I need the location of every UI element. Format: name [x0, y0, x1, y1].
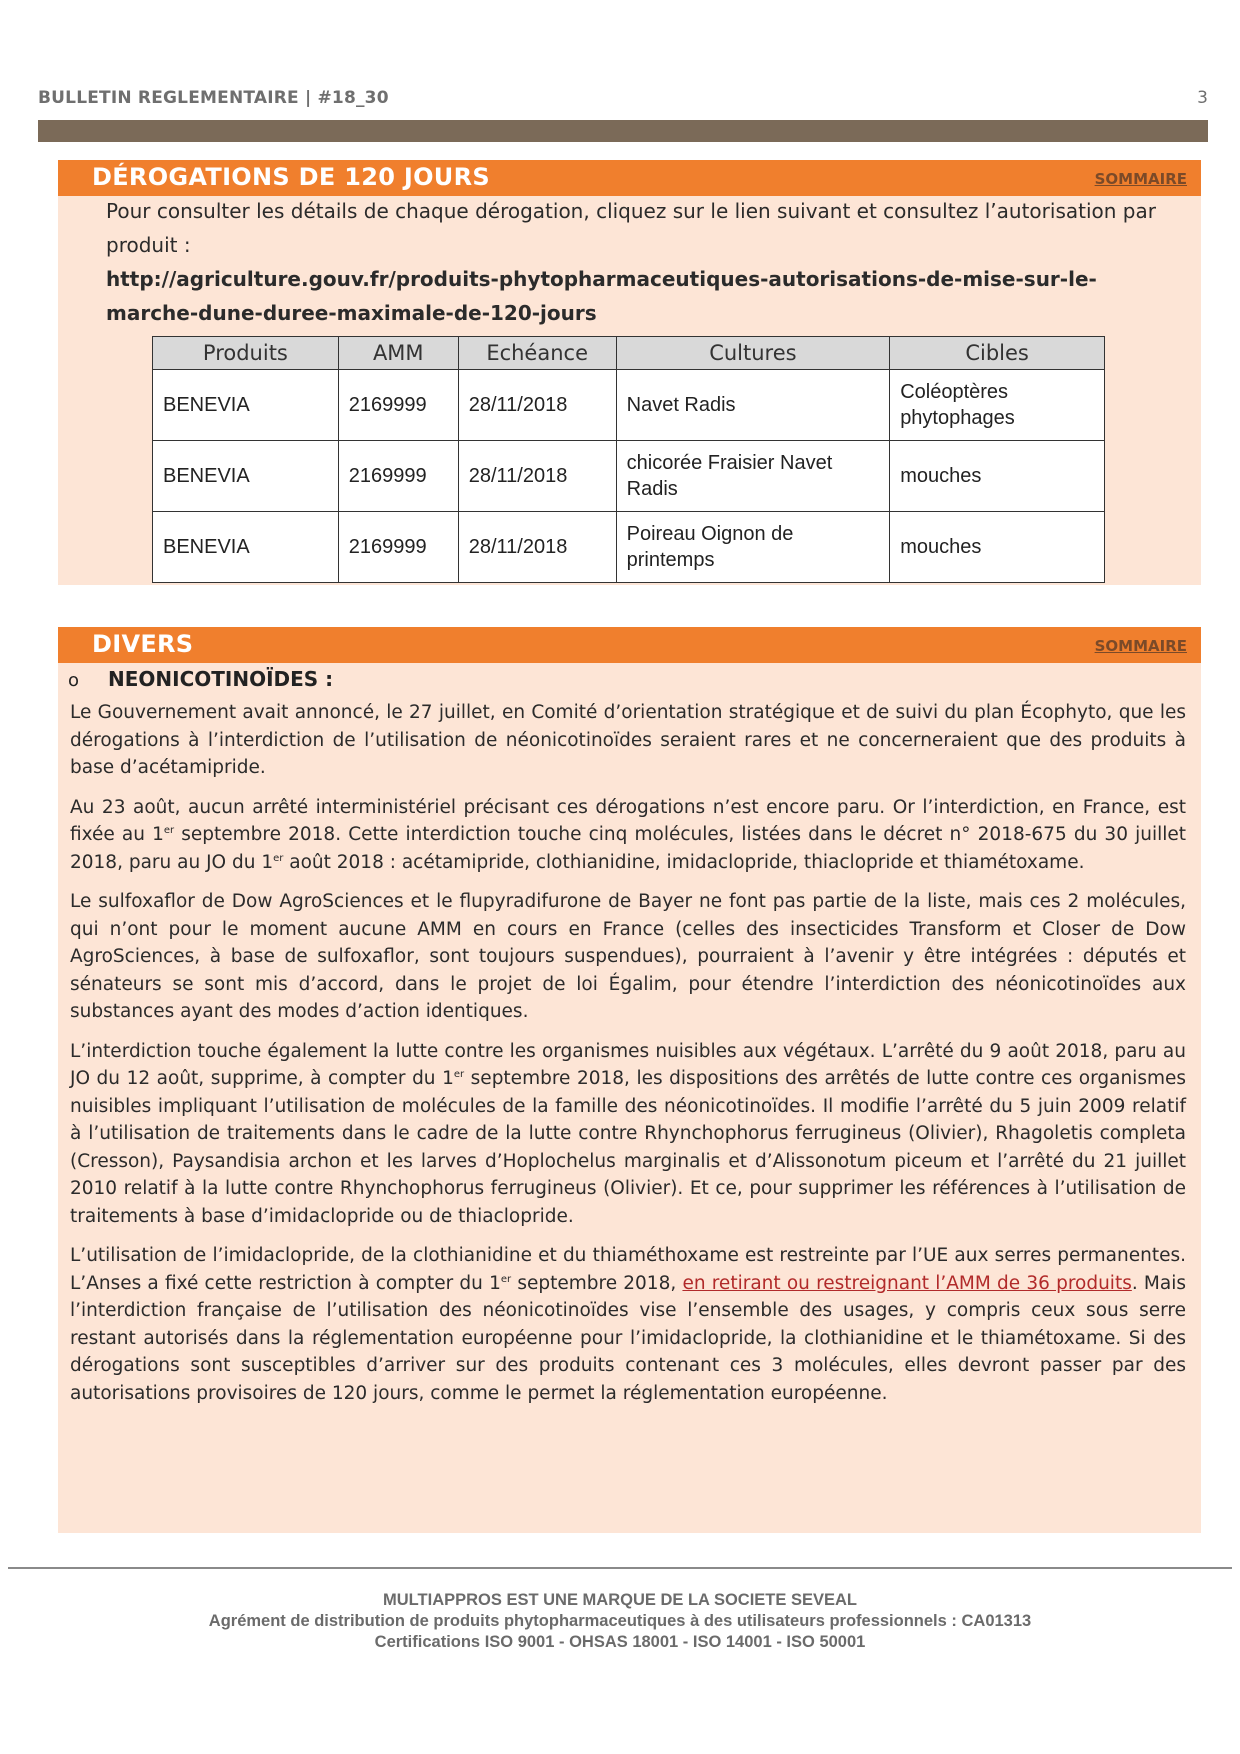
- cell-amm: 2169999: [338, 512, 458, 583]
- table-row: [153, 512, 1105, 583]
- cell-echeance: 28/11/2018: [458, 441, 616, 512]
- amm-link[interactable]: en retirant ou restreignant l’AMM de 36 produits: [682, 1272, 1132, 1294]
- cell-cultures: chicorée Fraisier Navet Radis: [616, 441, 890, 512]
- footer-rule: [8, 1567, 1232, 1569]
- table-header-row: [153, 337, 1105, 370]
- paragraph: Le sulfoxaflor de Dow AgroSciences et le flupyradifurone de Bayer ne font pas partie de la liste, mais ces 2 molécules, qui n’ont pour le moment aucune AMM en cours en France (celles des insecticides Transform et Closer de Dow AgroSciences, à base de sulfoxaflor, sont toujours suspendues), pourraient à l’avenir y être intégrées : députés et sénateurs se sont mis d’accord, dans le projet de loi Égalim, pour étendre l’interdiction des néonicotinoïdes aux substances ayant des modes d’action identiques.: [70, 891, 1186, 1022]
- col-header: AMM: [338, 337, 458, 370]
- neonicotinoides-heading: [68, 667, 333, 691]
- intro-text: Pour consulter les détails de chaque dérogation, cliquez sur le lien suivant et consultez l’autorisation par produit :: [106, 199, 1156, 257]
- page-header: [38, 88, 1208, 116]
- table-row: [153, 370, 1105, 441]
- sommaire-link[interactable]: SOMMAIRE: [1094, 170, 1187, 188]
- cell-echeance: 28/11/2018: [458, 370, 616, 441]
- paragraph: Le Gouvernement avait annoncé, le 27 juillet, en Comité d’orientation stratégique et de suivi du plan Écophyto, que les dérogations à l’interdiction de l’utilisation de néonicotinoïdes seraient rares et ne concerneraient que des produits à base d’acétamipride.: [70, 702, 1186, 778]
- subtitle: NEONICOTINOÏDES :: [108, 667, 334, 691]
- cell-amm: 2169999: [338, 441, 458, 512]
- bulletin-title: BULLETIN REGLEMENTAIRE | #18_30: [38, 88, 389, 108]
- page-number: 3: [1197, 88, 1208, 108]
- derogations-table: [152, 336, 1105, 583]
- col-header: Cibles: [890, 337, 1105, 370]
- footer-line: MULTIAPPROS EST UNE MARQUE DE LA SOCIETE SEVEAL: [383, 1591, 857, 1609]
- cell-amm: 2169999: [338, 370, 458, 441]
- col-header: Echéance: [458, 337, 616, 370]
- section-bar: [58, 627, 1201, 663]
- cell-cultures: Poireau Oignon de printemps: [616, 512, 890, 583]
- section-title: DIVERS: [92, 630, 194, 658]
- sommaire-link[interactable]: SOMMAIRE: [1094, 637, 1187, 655]
- cell-produit: BENEVIA: [153, 512, 339, 583]
- table-row: [153, 441, 1105, 512]
- cell-produit: BENEVIA: [153, 370, 339, 441]
- bullet-icon: o: [68, 670, 80, 691]
- col-header: Cultures: [616, 337, 890, 370]
- header-rule: [38, 120, 1208, 142]
- section-bar: [58, 160, 1201, 196]
- paragraph: L’utilisation de l’imidaclopride, de la clothianidine et du thiaméthoxame est restreinte par l’UE aux serres permanentes. L’Anses a fixé cette restriction à compter du 1er septembre 2018, en retirant ou restreignant l’AMM de 36 produits. Mais l’interdiction française de l’utilisation des néonicotinoïdes vise l’ensemble des usages, y compris ceux sous serre restant autorisés dans la réglementation européenne pour l’imidaclopride, la clothianidine et le thiamétoxame. Si des dérogations sont susceptibles d’arriver sur des produits contenant ces 3 molécules, elles devront passer par des autorisations provisoires de 120 jours, comme le permet la réglementation européenne.: [70, 1245, 1186, 1404]
- derogations-section: [58, 160, 1201, 585]
- derogations-intro: [106, 194, 1186, 330]
- cell-cibles: mouches: [890, 441, 1105, 512]
- footer: [0, 1590, 1240, 1653]
- cell-cibles: mouches: [890, 512, 1105, 583]
- divers-section: [58, 627, 1201, 1533]
- cell-cultures: Navet Radis: [616, 370, 890, 441]
- divers-body: [70, 699, 1186, 1419]
- cell-echeance: 28/11/2018: [458, 512, 616, 583]
- footer-line: Agrément de distribution de produits phytopharmaceutiques à des utilisateurs professionnels : CA01313: [208, 1612, 1032, 1630]
- cell-cibles: Coléoptères phytophages: [890, 370, 1105, 441]
- cell-produit: BENEVIA: [153, 441, 339, 512]
- col-header: Produits: [153, 337, 339, 370]
- paragraph: Au 23 août, aucun arrêté interministériel précisant ces dérogations n’est encore paru. Or l’interdiction, en France, est fixée au 1er septembre 2018. Cette interdiction touche cinq molécules, listées dans le décret n° 2018-675 du 30 juillet 2018, paru au JO du 1er août 2018 : acétamipride, clothianidine, imidaclopride, thiaclopride et thiamétoxame.: [70, 796, 1186, 873]
- derogations-url[interactable]: http://agriculture.gouv.fr/produits-phytopharmaceutiques-autorisations-de-mise-sur-le-marche-dune-duree-maximale-de-120-jours: [106, 267, 1097, 325]
- paragraph: L’interdiction touche également la lutte contre les organismes nuisibles aux végétaux. L’arrêté du 9 août 2018, paru au JO du 12 août, supprime, à compter du 1er septembre 2018, les dispositions des arrêtés de lutte contre ces organismes nuisibles impliquant l’utilisation de molécules de la famille des néonicotinoïdes. Il modifie l’arrêté du 5 juin 2009 relatif à l’utilisation de traitements dans le cadre de la lutte contre Rhynchophorus ferrugineus (Olivier), Rhagoletis completa (Cresson), Paysandisia archon et les larves d’Hoplochelus marginalis et d’Alissonotum piceum et l’arrêté du 21 juillet 2010 relatif à la lutte contre Rhynchophorus ferrugineus (Olivier). Et ce, pour supprimer les références à l’utilisation de traitements à base d’imidaclopride ou de thiaclopride.: [70, 1040, 1186, 1227]
- footer-line: Certifications ISO 9001 - OHSAS 18001 - ISO 14001 - ISO 50001: [374, 1633, 866, 1651]
- section-title: DÉROGATIONS DE 120 JOURS: [92, 163, 490, 191]
